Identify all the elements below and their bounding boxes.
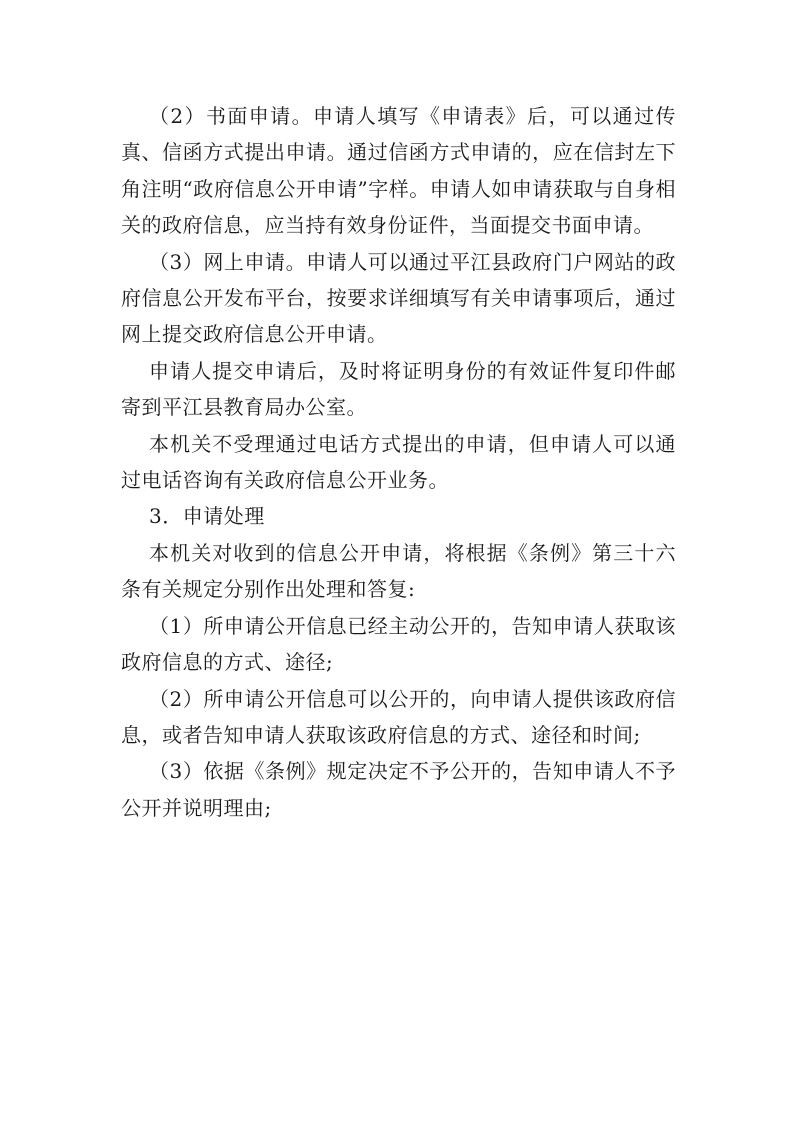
paragraph-handling-item-1: （1）所申请公开信息已经主动公开的，告知申请人获取该政府信息的方式、途径; bbox=[121, 613, 676, 675]
paragraph-online-application: （3）网上申请。申请人可以通过平江县政府门户网站的政府信息公开发布平台，按要求详细填写有关申请事项后，通过网上提交政府信息公开申请。 bbox=[121, 249, 676, 347]
paragraph-no-phone-application: 本机关不受理通过电话方式提出的申请，但申请人可以通过电话咨询有关政府信息公开业务。 bbox=[121, 431, 676, 493]
paragraph-handling-item-2: （2）所申请公开信息可以公开的，向申请人提供该政府信息，或者告知申请人获取该政府信息的方式、途径和时间; bbox=[121, 686, 676, 747]
section-heading-application-handling: 3．申请处理 bbox=[149, 504, 265, 529]
document-body bbox=[121, 98, 676, 826]
paragraph-written-application: （2）书面申请。申请人填写《申请表》后，可以通过传真、信函方式提出申请。通过信函方式申请的，应在信封左下角注明“政府信息公开申请”字样。申请人如申请获取与自身相关的政府信息，应当持有效身份证件，当面提交书面申请。 bbox=[121, 104, 676, 238]
paragraph-handling-intro: 本机关对收到的信息公开申请，将根据《条例》第三十六条有关规定分别作出处理和答复: bbox=[121, 540, 676, 602]
paragraph-mail-id-copy: 申请人提交申请后，及时将证明身份的有效证件复印件邮寄到平江县教育局办公室。 bbox=[121, 358, 676, 420]
paragraph-handling-item-3: （3）依据《条例》规定决定不予公开的，告知申请人不予公开并说明理由; bbox=[121, 759, 676, 820]
